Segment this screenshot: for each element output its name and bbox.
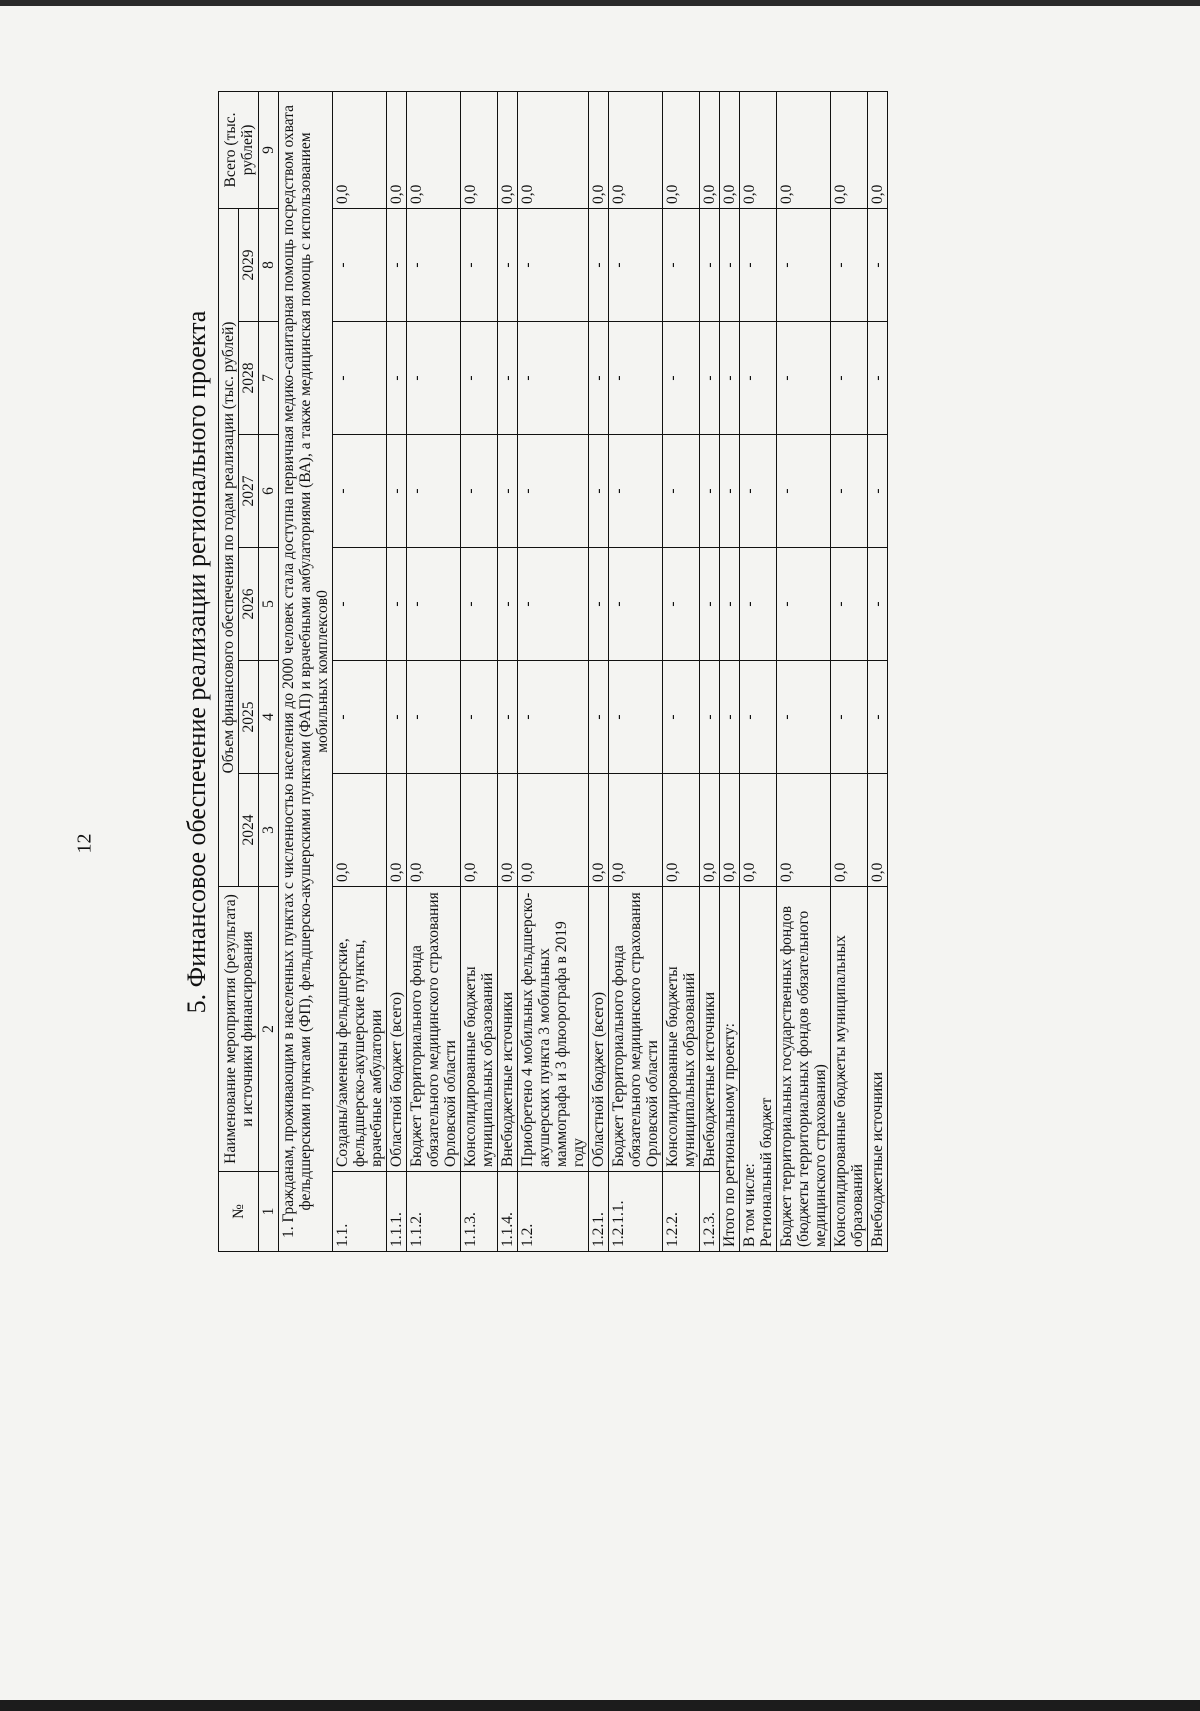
row-value-v2029: - (333, 208, 387, 321)
document-title: 5. Финансовое обеспечение реализации регионального проекта (182, 310, 211, 1014)
row-value-v2024: 0,0 (609, 774, 663, 887)
col-number-8: 8 (259, 208, 279, 321)
totals-value-v2028: - (868, 322, 888, 435)
row-name: Областной бюджет (всего) (589, 887, 609, 1172)
row-value-v2028: - (407, 322, 461, 435)
header-name (219, 887, 259, 1172)
totals-value-v2026: - (777, 548, 831, 661)
section-row (279, 91, 333, 1251)
row-value-total: 0,0 (589, 91, 609, 208)
row-value-v2029: - (518, 208, 589, 321)
row-value-v2024: 0,0 (663, 774, 700, 887)
totals-value-total: 0,0 (720, 91, 740, 208)
page-number: 12 (73, 833, 96, 854)
row-value-v2025: - (333, 661, 387, 774)
totals-name-text: Внебюджетные источники (869, 1071, 886, 1247)
row-value-v2028: - (663, 322, 700, 435)
row-value-v2025: - (589, 661, 609, 774)
totals-value-v2025: - (831, 661, 868, 774)
header-year-2025: 2025 (239, 661, 259, 774)
totals-name (868, 887, 888, 1252)
row-number: 1.1.3. (461, 1172, 498, 1252)
totals-value-v2025: - (720, 661, 740, 774)
totals-value-v2027: - (720, 435, 740, 548)
row-number: 1.1.2. (407, 1172, 461, 1252)
row-value-v2029: - (700, 208, 720, 321)
header-year-2024: 2024 (239, 774, 259, 887)
row-value-v2028: - (589, 322, 609, 435)
totals-row (777, 91, 831, 1251)
table-row (387, 91, 407, 1251)
section-1-title: 1. Гражданам, проживающим в населенных пунктах с численностью населения до 2000 человек стала доступна первичная медико-санитарная помощь посредством охвата фельдшерскими пунктами (ФП), фельдшерско-акушерскими пунктами (ФАП) и врачебными амбулаториями (ВА), а также медицинская помощь с использованием мобильных комплексов0 (279, 91, 333, 1251)
table-row (407, 91, 461, 1251)
row-value-v2029: - (498, 208, 518, 321)
table-row (663, 91, 700, 1251)
totals-value-v2029: - (868, 208, 888, 321)
row-value-v2024: 0,0 (589, 774, 609, 887)
totals-name-text: Региональный бюджет (758, 1097, 775, 1247)
row-value-v2025: - (387, 661, 407, 774)
totals-value-v2029: - (740, 208, 777, 321)
totals-value-v2027: - (777, 435, 831, 548)
row-number: 1.1.4. (498, 1172, 518, 1252)
col-number-2: 2 (259, 887, 279, 1172)
totals-value-total: 0,0 (831, 91, 868, 208)
row-number: 1.2.1. (589, 1172, 609, 1252)
totals-name-text: Итого по региональному проекту: (721, 1023, 738, 1247)
row-value-v2029: - (609, 208, 663, 321)
scan-edge-bottom (0, 1700, 1200, 1711)
table-row (609, 91, 663, 1251)
totals-value-v2026: - (831, 548, 868, 661)
row-name: Бюджет Территориального фонда обязательного медицинского страхования Орловской области (609, 887, 663, 1172)
totals-value-v2026: - (868, 548, 888, 661)
row-value-v2024: 0,0 (518, 774, 589, 887)
row-number: 1.2.1.1. (609, 1172, 663, 1252)
row-value-v2026: - (498, 548, 518, 661)
table-row (518, 91, 589, 1251)
totals-value-total: 0,0 (777, 91, 831, 208)
row-value-v2024: 0,0 (461, 774, 498, 887)
header-year-2026: 2026 (239, 548, 259, 661)
row-number: 1.1.1. (387, 1172, 407, 1252)
row-value-total: 0,0 (518, 91, 589, 208)
row-value-v2028: - (461, 322, 498, 435)
totals-value-v2027: - (868, 435, 888, 548)
header-name-line2: и источники финансирования (238, 931, 256, 1127)
table-row (589, 91, 609, 1251)
table-rows (333, 91, 720, 1251)
row-name: Бюджет Территориального фонда обязательного медицинского страхования Орловской области (407, 887, 461, 1172)
totals-name (831, 887, 868, 1252)
row-value-v2027: - (663, 435, 700, 548)
row-value-v2029: - (387, 208, 407, 321)
col-number-7: 7 (259, 322, 279, 435)
totals-name-line1: В том числе: (741, 1163, 758, 1247)
row-name: Областной бюджет (всего) (387, 887, 407, 1172)
col-number-6: 6 (259, 435, 279, 548)
totals-value-v2028: - (777, 322, 831, 435)
table-totals (720, 91, 888, 1251)
col-number-9: 9 (259, 91, 279, 208)
table-row (700, 91, 720, 1251)
row-value-v2028: - (518, 322, 589, 435)
header-year-2027: 2027 (239, 435, 259, 548)
totals-name (777, 887, 831, 1252)
row-number: 1.2.2. (663, 1172, 700, 1252)
totals-value-v2029: - (720, 208, 740, 321)
header-num: № (219, 1172, 259, 1252)
row-value-total: 0,0 (461, 91, 498, 208)
row-value-v2026: - (461, 548, 498, 661)
row-value-v2027: - (333, 435, 387, 548)
row-value-v2027: - (498, 435, 518, 548)
row-value-v2026: - (407, 548, 461, 661)
row-name: Внебюджетные источники (700, 887, 720, 1172)
totals-value-v2029: - (831, 208, 868, 321)
totals-row (868, 91, 888, 1251)
header-total: Всего (тыс. рублей) (219, 91, 259, 208)
totals-value-v2026: - (720, 548, 740, 661)
row-value-v2027: - (609, 435, 663, 548)
totals-value-total: 0,0 (740, 91, 777, 208)
header-name-line1: Наименование мероприятия (результата) (221, 894, 239, 1164)
totals-name-text: Бюджет территориальных государственных фондов (бюджеты территориальных фондов обязательного медицинского страхования) (778, 905, 829, 1247)
header-year-2028: 2028 (239, 322, 259, 435)
scan-edge-top (0, 0, 1200, 6)
row-value-v2027: - (589, 435, 609, 548)
row-name: Приобретено 4 мобильных фельдшерско-акушерских пункта 3 мобильных маммографа и 3 флюорографа в 2019 году (518, 887, 589, 1172)
row-number: 1.2. (518, 1172, 589, 1252)
row-value-v2027: - (700, 435, 720, 548)
row-value-v2024: 0,0 (387, 774, 407, 887)
row-value-v2024: 0,0 (407, 774, 461, 887)
totals-value-v2027: - (831, 435, 868, 548)
totals-name-text: Консолидированные бюджеты муниципальных образований (832, 935, 866, 1247)
col-number-4: 4 (259, 661, 279, 774)
row-value-v2028: - (609, 322, 663, 435)
table-row (333, 91, 387, 1251)
row-number: 1.1. (333, 1172, 387, 1252)
row-value-v2028: - (333, 322, 387, 435)
row-value-total: 0,0 (333, 91, 387, 208)
table-row (498, 91, 518, 1251)
row-value-v2025: - (663, 661, 700, 774)
row-value-v2028: - (387, 322, 407, 435)
row-value-v2026: - (700, 548, 720, 661)
totals-row (720, 91, 740, 1251)
row-value-v2029: - (663, 208, 700, 321)
row-value-v2024: 0,0 (333, 774, 387, 887)
row-value-v2024: 0,0 (498, 774, 518, 887)
totals-value-v2024: 0,0 (777, 774, 831, 887)
row-value-v2027: - (518, 435, 589, 548)
row-value-v2029: - (589, 208, 609, 321)
totals-value-v2024: 0,0 (740, 774, 777, 887)
row-value-v2026: - (518, 548, 589, 661)
totals-value-v2024: 0,0 (831, 774, 868, 887)
financing-table (218, 91, 888, 1252)
row-value-v2027: - (461, 435, 498, 548)
row-value-v2026: - (387, 548, 407, 661)
totals-value-v2026: - (740, 548, 777, 661)
row-value-v2026: - (609, 548, 663, 661)
header-row-1 (219, 91, 239, 1251)
totals-value-v2028: - (831, 322, 868, 435)
totals-row (740, 91, 777, 1251)
totals-value-v2027: - (740, 435, 777, 548)
row-value-v2025: - (700, 661, 720, 774)
row-value-v2028: - (498, 322, 518, 435)
col-number-5: 5 (259, 548, 279, 661)
row-value-total: 0,0 (387, 91, 407, 208)
totals-value-v2025: - (740, 661, 777, 774)
table-row (461, 91, 498, 1251)
row-value-v2028: - (700, 322, 720, 435)
row-value-v2024: 0,0 (700, 774, 720, 887)
row-name: Внебюджетные источники (498, 887, 518, 1172)
row-value-total: 0,0 (609, 91, 663, 208)
totals-value-v2024: 0,0 (868, 774, 888, 887)
row-value-v2025: - (518, 661, 589, 774)
row-value-v2026: - (333, 548, 387, 661)
totals-value-total: 0,0 (868, 91, 888, 208)
totals-name (740, 887, 777, 1252)
header-volume: Объем финансового обеспечения по годам реализации (тыс. рублей) (219, 208, 239, 886)
col-number-1: 1 (259, 1172, 279, 1252)
row-name: Консолидированные бюджеты муниципальных образований (461, 887, 498, 1172)
header-year-2029: 2029 (239, 208, 259, 321)
row-value-v2025: - (498, 661, 518, 774)
row-name: Консолидированные бюджеты муниципальных образований (663, 887, 700, 1172)
row-value-total: 0,0 (407, 91, 461, 208)
totals-name (720, 887, 740, 1252)
totals-value-v2028: - (740, 322, 777, 435)
row-value-v2025: - (461, 661, 498, 774)
row-value-v2027: - (407, 435, 461, 548)
row-value-v2026: - (663, 548, 700, 661)
row-value-total: 0,0 (663, 91, 700, 208)
row-name: Созданы/заменены фельдшерские, фельдшерско-акушерские пункты, врачебные амбулатории (333, 887, 387, 1172)
row-value-total: 0,0 (700, 91, 720, 208)
totals-value-v2029: - (777, 208, 831, 321)
col-number-3: 3 (259, 774, 279, 887)
row-number: 1.2.3. (700, 1172, 720, 1252)
totals-value-v2028: - (720, 322, 740, 435)
row-value-v2027: - (387, 435, 407, 548)
rotated-page-content (178, 92, 1063, 1252)
row-value-v2029: - (461, 208, 498, 321)
row-value-v2029: - (407, 208, 461, 321)
row-value-v2025: - (407, 661, 461, 774)
row-value-v2025: - (609, 661, 663, 774)
totals-value-v2025: - (777, 661, 831, 774)
row-value-total: 0,0 (498, 91, 518, 208)
totals-value-v2025: - (868, 661, 888, 774)
row-value-v2026: - (589, 548, 609, 661)
header-row-col-numbers (259, 91, 279, 1251)
totals-value-v2024: 0,0 (720, 774, 740, 887)
totals-row (831, 91, 868, 1251)
